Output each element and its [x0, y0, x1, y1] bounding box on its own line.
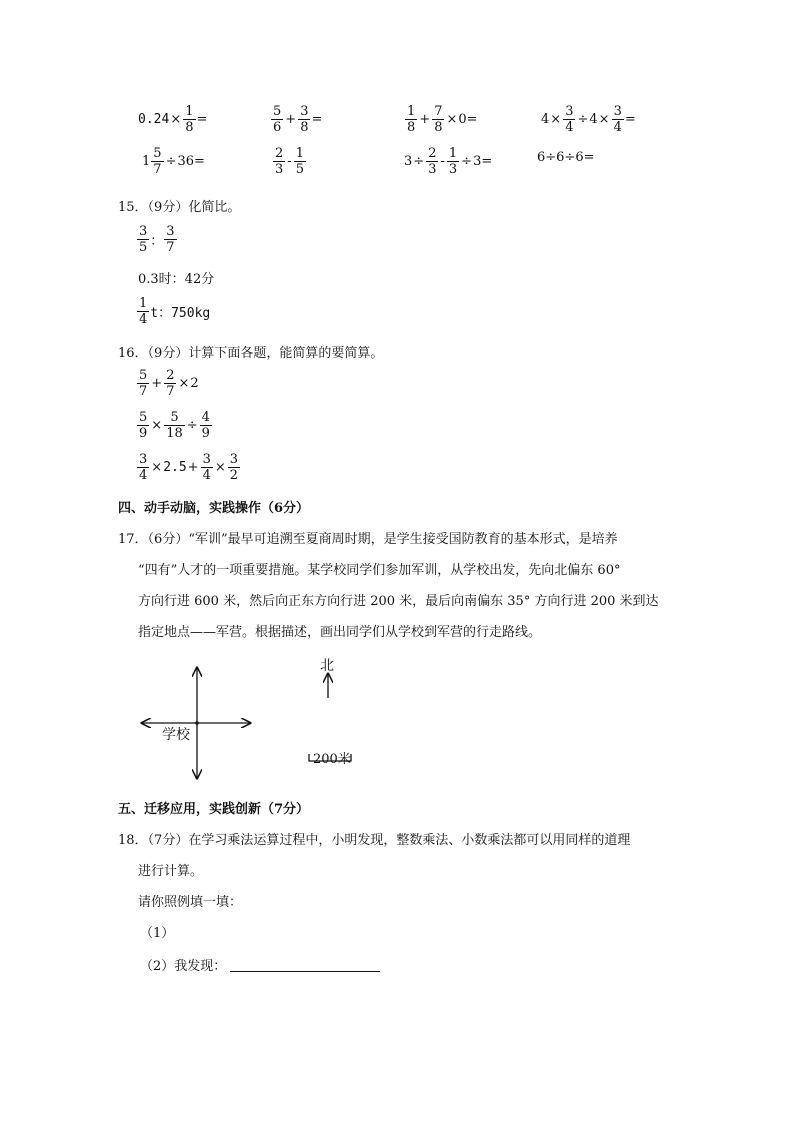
- q17-line-4: 指定地点——军营。根据描述，画出同学们从学校到军营的行走路线。: [138, 625, 542, 640]
- q16-title: 16．（9分）计算下面各题，能简算的要简算。: [118, 346, 384, 361]
- operator: +: [419, 112, 431, 127]
- q14-expr-6: [272, 146, 307, 177]
- q14-expr-2: [270, 104, 322, 135]
- q14-expr-8: 6÷6÷6=: [537, 150, 595, 165]
- denominator: 8: [434, 120, 443, 135]
- scale-label: 200米: [313, 752, 351, 767]
- operator: ÷: [186, 418, 198, 433]
- number: 4: [589, 112, 598, 127]
- equals: =: [624, 112, 636, 127]
- fraction: [612, 104, 624, 135]
- numerator: 5: [139, 410, 148, 425]
- numerator: 3: [613, 104, 622, 119]
- fraction: [228, 452, 240, 483]
- north-label: 北: [320, 658, 334, 674]
- origin-point: [195, 721, 199, 725]
- equals: =: [194, 154, 205, 169]
- operator: -: [287, 154, 292, 169]
- fraction: [273, 146, 285, 177]
- q17-line-3: 方向行进 600 米，然后向正东方向行进 200 米，最后向南偏东 35° 方向行进 200 米到达: [138, 594, 659, 609]
- denominator: 4: [139, 312, 148, 327]
- operator: ÷: [413, 154, 425, 169]
- numerator: 1: [407, 104, 416, 119]
- operator: +: [151, 376, 163, 391]
- numerator: 3: [300, 104, 309, 119]
- q17-line-1: 17．（6分）“军训”最早可追溯至夏商周时期，是学生接受国防教育的基本形式，是培养: [118, 532, 618, 547]
- fraction: [271, 104, 283, 135]
- equals: =: [466, 112, 478, 127]
- q18-part-2-label: （2）我发现：: [140, 959, 227, 974]
- operator: -: [440, 154, 445, 169]
- operator: ÷: [577, 112, 589, 127]
- q14-expr-4: [541, 104, 636, 135]
- denominator: 8: [407, 120, 416, 135]
- operator: ×: [214, 460, 226, 475]
- fraction: [405, 104, 417, 135]
- numerator: 5: [139, 368, 148, 383]
- numerator: 3: [139, 452, 148, 467]
- number: 36: [177, 154, 195, 169]
- number: 3: [404, 154, 413, 169]
- q14-expr-7: [404, 146, 492, 177]
- fraction: [151, 146, 163, 177]
- denominator: 9: [201, 426, 210, 441]
- operator: ÷: [461, 154, 473, 169]
- fraction: [294, 146, 306, 177]
- denominator: 8: [300, 120, 309, 135]
- fraction: [137, 296, 149, 327]
- number: 4: [541, 112, 550, 127]
- q18-line-3: 请你照例填一填：: [138, 895, 243, 910]
- fraction: [426, 146, 438, 177]
- numerator: 5: [153, 146, 162, 161]
- fraction: [137, 224, 149, 255]
- operator: ×: [170, 112, 182, 127]
- denominator: 9: [139, 426, 148, 441]
- q14-expr-3: [404, 104, 478, 135]
- denominator: 4: [202, 468, 211, 483]
- denominator: 7: [166, 240, 175, 255]
- denominator: 3: [275, 162, 284, 177]
- numerator: 7: [434, 104, 443, 119]
- denominator: 3: [448, 162, 458, 177]
- denominator: 8: [185, 120, 194, 135]
- fraction: [298, 104, 310, 135]
- numerator: 4: [201, 410, 210, 425]
- fraction: [563, 104, 575, 135]
- operator: ×: [550, 112, 562, 127]
- denominator: 4: [139, 468, 148, 483]
- denominator: 6: [273, 120, 282, 135]
- q15-title: 15．（9分）化简比。: [118, 200, 241, 215]
- numerator: 1: [185, 104, 194, 119]
- fraction: [137, 410, 149, 441]
- numerator: 3: [229, 452, 239, 467]
- operator: ×: [151, 460, 163, 475]
- q18-line-2: 进行计算。: [138, 864, 204, 879]
- q16-item-3: [136, 452, 241, 483]
- operator: ×: [446, 112, 458, 127]
- q16-item-1: [136, 368, 199, 399]
- numerator: 3: [166, 224, 175, 239]
- answer-blank[interactable]: [230, 957, 380, 972]
- equals: =: [196, 112, 208, 127]
- q18-part-1: （1）: [140, 926, 175, 941]
- q15-item-2: 0.3时：42分: [138, 272, 215, 287]
- ratio-text: t：750kg: [150, 306, 211, 321]
- q15-item-1: [136, 224, 178, 255]
- q16-item-2: [136, 410, 213, 441]
- equals: =: [311, 112, 323, 127]
- number: 3: [473, 154, 482, 169]
- fraction: [137, 452, 149, 483]
- q18-part-2: [140, 955, 380, 974]
- denominator: 7: [139, 384, 148, 399]
- section-4-heading: 四、动手动脑，实践操作（6分）: [118, 501, 310, 516]
- operator: ×: [151, 418, 163, 433]
- q14-expr-1: [138, 104, 207, 135]
- numerator: 5: [273, 104, 282, 119]
- school-label: 学校: [162, 727, 190, 743]
- number: 0.24: [138, 112, 170, 127]
- numerator: 2: [275, 146, 284, 161]
- numerator: 3: [565, 104, 574, 119]
- number: 0: [458, 112, 467, 127]
- fraction: [183, 104, 195, 135]
- ratio-separator: ：: [150, 234, 164, 249]
- number: 2: [190, 376, 199, 391]
- numerator: 2: [166, 368, 175, 383]
- operator: ×: [178, 376, 190, 391]
- q14-expr-5: [142, 146, 205, 177]
- fraction: [200, 410, 212, 441]
- fraction: [447, 146, 459, 177]
- numerator: 1: [448, 146, 458, 161]
- fraction: [432, 104, 444, 135]
- denominator: 3: [428, 162, 437, 177]
- numerator: 2: [428, 146, 437, 161]
- numerator: 3: [139, 224, 148, 239]
- q15-item-3: [136, 296, 210, 327]
- fraction: [164, 368, 176, 399]
- operator: +: [285, 112, 297, 127]
- denominator: 4: [565, 120, 574, 135]
- number: 2.5: [163, 460, 187, 475]
- q18-line-1: 18．（7分）在学习乘法运算过程中，小明发现，整数乘法、小数乘法都可以用同样的道理: [118, 833, 631, 848]
- denominator: 4: [613, 120, 622, 135]
- denominator: 7: [166, 384, 175, 399]
- fraction: [164, 224, 176, 255]
- numerator: 5: [170, 410, 179, 425]
- numerator: 3: [202, 452, 211, 467]
- section-5-heading: 五、迁移应用，实践创新（7分）: [118, 802, 310, 817]
- denominator: 5: [295, 162, 304, 177]
- operator: ×: [598, 112, 610, 127]
- fraction: [201, 452, 213, 483]
- denominator: 18: [166, 426, 183, 441]
- numerator: 1: [295, 146, 304, 161]
- fraction: [137, 368, 149, 399]
- operator: +: [187, 460, 199, 475]
- fraction: [164, 410, 185, 441]
- denominator: 2: [229, 468, 239, 483]
- denominator: 7: [153, 162, 162, 177]
- numerator: 1: [139, 296, 148, 311]
- whole-number: 1: [142, 154, 151, 169]
- denominator: 5: [139, 240, 148, 255]
- q17-line-2: “四有”人才的一项重要措施。某学校同学们参加军训，从学校出发，先向北偏东 60°: [138, 563, 621, 578]
- operator: ÷: [165, 154, 177, 169]
- equals: =: [481, 154, 493, 169]
